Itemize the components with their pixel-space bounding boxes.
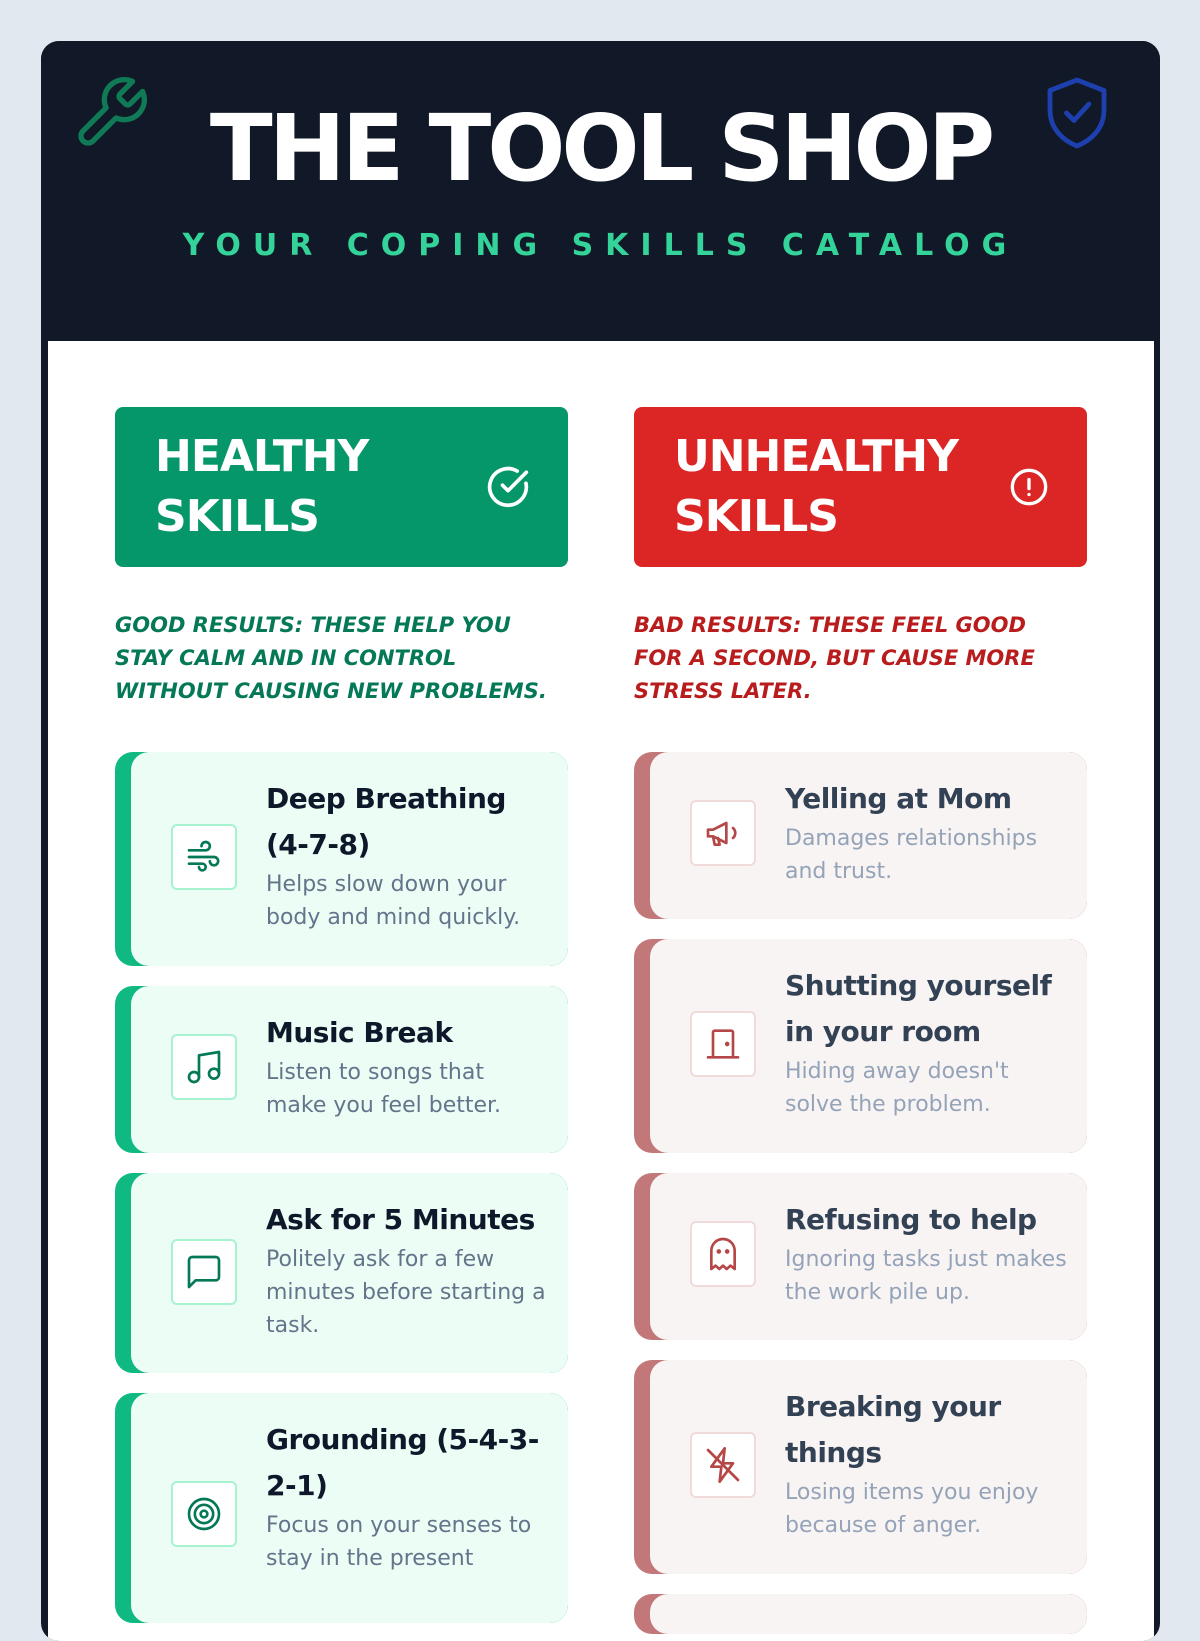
chat-bubble-icon (171, 1239, 237, 1305)
door-icon (690, 1011, 756, 1077)
unhealthy-card[interactable] (634, 1594, 1087, 1634)
broken-lightning-icon (690, 1432, 756, 1498)
alert-circle-icon (1009, 467, 1049, 507)
skill-name: Deep Breathing (4-7-8) (266, 782, 506, 861)
healthy-card[interactable] (115, 1393, 568, 1623)
check-circle-icon (486, 465, 530, 509)
skill-name: Yelling at Mom (785, 782, 1012, 815)
megaphone-icon (690, 800, 756, 866)
unhealthy-card[interactable] (634, 1360, 1087, 1574)
skill-name: Shutting yourself in your room (785, 969, 1052, 1048)
wind-icon (171, 824, 237, 890)
healthy-card[interactable] (115, 1173, 568, 1373)
unhealthy-note: BAD RESULTS: THESE FEEL GOOD FOR A SECOND, BUT CAUSE MORE STRESS LATER. (634, 613, 1035, 703)
healthy-heading: HEALTHY SKILLS (155, 431, 369, 542)
unhealthy-banner (634, 407, 1087, 567)
page-subtitle: YOUR COPING SKILLS CATALOG (182, 228, 1019, 263)
skill-name: Music Break (266, 1016, 453, 1049)
skill-name: Ask for 5 Minutes (266, 1203, 535, 1236)
unhealthy-heading: UNHEALTHY SKILLS (674, 431, 958, 542)
page-title: THE TOOL SHOP (209, 95, 992, 202)
target-icon (171, 1481, 237, 1547)
skill-description: Ignoring tasks just makes the work pile up. (785, 1247, 1067, 1305)
skill-description: Listen to songs that make you feel better. (266, 1060, 502, 1118)
skill-description: Hiding away doesn't solve the problem. (785, 1059, 1009, 1117)
healthy-banner (115, 407, 568, 567)
catalog-body (48, 341, 1154, 1641)
unhealthy-card[interactable] (634, 939, 1087, 1153)
skill-description: Helps slow down your body and mind quickly. (266, 872, 521, 930)
unhealthy-card[interactable] (634, 1173, 1087, 1340)
catalog-page (41, 41, 1160, 1641)
skill-name: Breaking your things (785, 1390, 1001, 1469)
skill-description: Focus on your senses to stay in the present (266, 1513, 532, 1571)
healthy-card[interactable] (115, 986, 568, 1153)
unhealthy-card[interactable] (634, 752, 1087, 919)
healthy-note: GOOD RESULTS: THESE HELP YOU STAY CALM AND IN CONTROL WITHOUT CAUSING NEW PROBLEMS. (115, 613, 547, 703)
header (41, 41, 1160, 341)
healthy-card[interactable] (115, 752, 568, 966)
ghost-icon (690, 1221, 756, 1287)
skill-description: Losing items you enjoy because of anger. (785, 1480, 1039, 1538)
skill-name: Grounding (5-4-3-2-1) (266, 1423, 539, 1502)
healthy-column (115, 407, 568, 1623)
music-note-icon (171, 1034, 237, 1100)
unhealthy-column (634, 407, 1087, 1634)
skill-name: Refusing to help (785, 1203, 1037, 1236)
skill-description: Damages relationships and trust. (785, 826, 1038, 884)
skill-description: Politely ask for a few minutes before starting a task. (266, 1247, 546, 1338)
